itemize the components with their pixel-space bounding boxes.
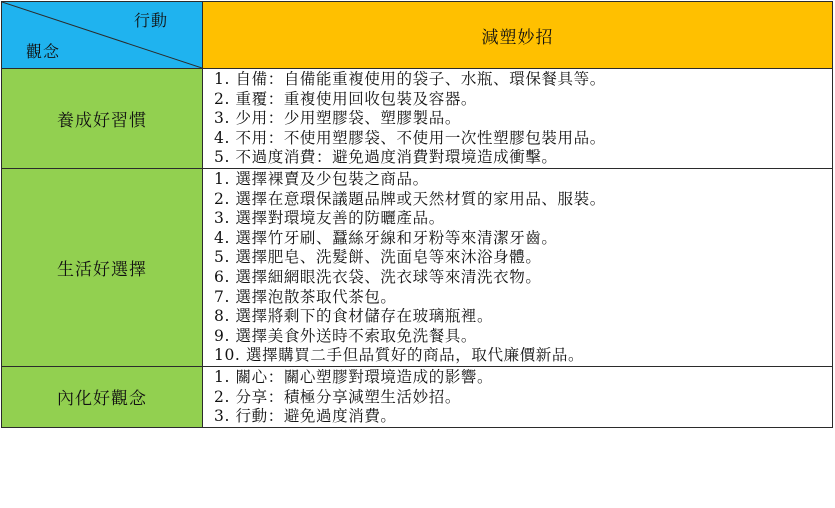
- list-item: 5. 選擇肥皂、洗髮餅、洗面皂等來沐浴身體。: [214, 248, 542, 267]
- diagonal-header: [2, 2, 202, 68]
- list-item: 1. 自備：自備能重複使用的袋子、水瓶、環保餐具等。: [214, 70, 606, 88]
- concept-cell: 內化好觀念: [2, 366, 203, 427]
- list-item: 4. 選擇竹牙刷、蠶絲牙線和牙粉等來清潔牙齒。: [214, 228, 558, 247]
- items-cell: [203, 69, 833, 169]
- list-item: 2. 選擇在意環保議題品牌或天然材質的家用品、服裝。: [214, 189, 606, 208]
- action-header-cell: 減塑妙招: [203, 2, 833, 69]
- list-item: 3. 少用：少用塑膠袋、塑膠製品。: [214, 109, 461, 128]
- list-item: 1. 關心：關心塑膠對環境造成的影響。: [214, 367, 494, 386]
- table-row: [2, 69, 833, 169]
- corner-header-cell: [2, 2, 203, 69]
- list-item: 2. 重覆：重複使用回收包裝及容器。: [214, 89, 478, 108]
- list-item: 1. 選擇裸賣及少包裝之商品。: [214, 169, 429, 188]
- list-item: 3. 行動：避免過度消費。: [214, 407, 397, 426]
- list-item: 6. 選擇細網眼洗衣袋、洗衣球等來清洗衣物。: [214, 267, 542, 286]
- list-item: 4. 不用：不使用塑膠袋、不使用一次性塑膠包裝用品。: [214, 128, 606, 147]
- list-item: 2. 分享：積極分享減塑生活妙招。: [214, 387, 461, 406]
- list-item: 8. 選擇將剩下的食材儲存在玻璃瓶裡。: [214, 307, 494, 326]
- item-list: [203, 69, 832, 168]
- item-list: [203, 367, 832, 427]
- column-axis-label: 行動: [133, 11, 168, 30]
- row-axis-label: 觀念: [26, 42, 61, 61]
- concept-cell: 生活好選擇: [2, 168, 203, 366]
- items-cell: [203, 366, 833, 427]
- list-item: 10. 選擇購買二手但品質好的商品，取代廉價新品。: [214, 346, 585, 365]
- list-item: 7. 選擇泡散茶取代茶包。: [214, 287, 397, 306]
- table-row: [2, 366, 833, 427]
- list-item: 5. 不過度消費：避免過度消費對環境造成衝擊。: [214, 148, 558, 167]
- list-item: 3. 選擇對環境友善的防曬產品。: [214, 209, 445, 228]
- concept-cell: 養成好習慣: [2, 69, 203, 169]
- items-cell: [203, 168, 833, 366]
- item-list: [203, 169, 832, 366]
- header-row: [2, 2, 833, 69]
- list-item: 9. 選擇美食外送時不索取免洗餐具。: [214, 326, 478, 345]
- table-row: [2, 168, 833, 366]
- plastic-reduction-table: [1, 1, 833, 428]
